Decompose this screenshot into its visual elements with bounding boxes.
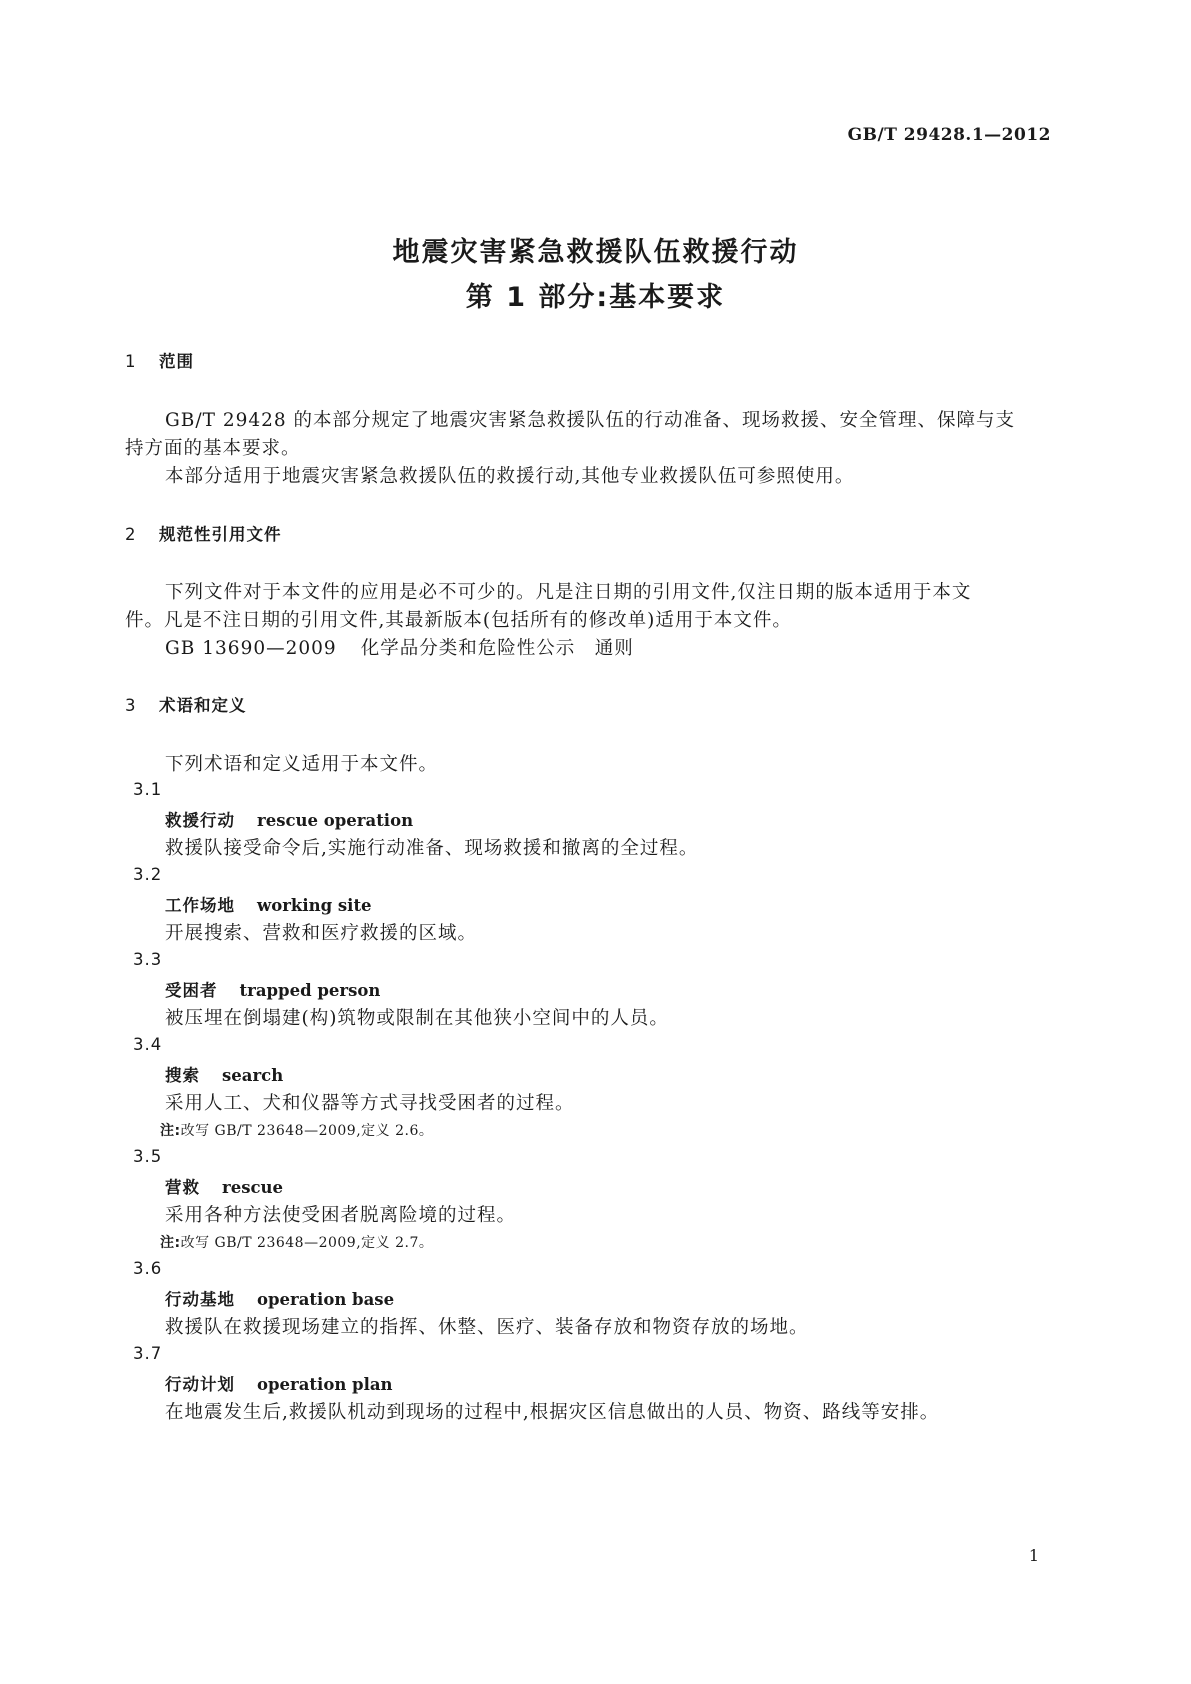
term-definition: 救援队在救援现场建立的指挥、休整、医疗、装备存放和物资存放的场地。 [165, 1317, 809, 1338]
paragraph: GB/T 29428 的本部分规定了地震灾害紧急救援队伍的行动准备、现场救援、安全管理、保障与支 [165, 410, 1016, 431]
term-definition: 采用人工、犬和仪器等方式寻找受困者的过程。 [165, 1093, 575, 1114]
term-chinese: 工作场地 [165, 896, 235, 915]
term-chinese: 营救 [165, 1178, 200, 1197]
normative-reference [165, 634, 634, 660]
clause-number: 3.4 [133, 1035, 163, 1054]
note-label: 注: [160, 1123, 181, 1139]
paragraph: 件。凡是不注日期的引用文件,其最新版本(包括所有的修改单)适用于本文件。 [125, 610, 792, 631]
clause-number: 3.2 [133, 865, 163, 884]
term-english: working site [257, 896, 372, 915]
section-2-heading [125, 521, 282, 545]
section-number: 3 [125, 696, 137, 715]
term-chinese: 救援行动 [165, 811, 235, 830]
clause-number: 3.3 [133, 950, 163, 969]
term-heading [165, 1286, 394, 1310]
document-title-line-2: 第 1 部分:基本要求 [465, 282, 726, 313]
clause-number: 3.5 [133, 1147, 163, 1166]
section-1-heading [125, 348, 194, 372]
term-definition: 救援队接受命令后,实施行动准备、现场救援和撤离的全过程。 [165, 838, 699, 859]
term-english: operation plan [257, 1375, 393, 1394]
note-text: 改写 GB/T 23648—2009,定义 2.7。 [180, 1235, 434, 1251]
term-note [160, 1120, 433, 1140]
term-english: search [222, 1066, 284, 1085]
term-english: trapped person [239, 981, 381, 1000]
term-chinese: 行动基地 [165, 1290, 235, 1309]
term-heading [165, 892, 372, 916]
reference-title: 化学品分类和危险性公示 通则 [360, 638, 634, 659]
section-3-heading [125, 692, 247, 716]
term-heading [165, 1062, 283, 1086]
note-label: 注: [160, 1235, 181, 1251]
term-definition: 被压埋在倒塌建(构)筑物或限制在其他狭小空间中的人员。 [165, 1008, 669, 1029]
term-english: operation base [257, 1290, 395, 1309]
term-definition: 开展搜索、营救和医疗救援的区域。 [165, 923, 478, 944]
document-title-line-1: 地震灾害紧急救援队伍救援行动 [392, 237, 799, 268]
term-chinese: 受困者 [165, 981, 218, 1000]
paragraph: 下列文件对于本文件的应用是必不可少的。凡是注日期的引用文件,仅注日期的版本适用于本文 [165, 582, 972, 603]
standard-code: GB/T 29428.1—2012 [847, 125, 1051, 145]
term-heading [165, 807, 413, 831]
term-note [160, 1232, 433, 1252]
paragraph: 下列术语和定义适用于本文件。 [165, 754, 439, 775]
term-chinese: 行动计划 [165, 1375, 235, 1394]
reference-code: GB 13690—2009 [165, 638, 337, 659]
paragraph: 本部分适用于地震灾害紧急救援队伍的救援行动,其他专业救援队伍可参照使用。 [165, 466, 855, 487]
section-title: 规范性引用文件 [159, 525, 282, 544]
clause-number: 3.6 [133, 1259, 163, 1278]
term-chinese: 搜索 [165, 1066, 200, 1085]
note-text: 改写 GB/T 23648—2009,定义 2.6。 [180, 1123, 434, 1139]
page-number: 1 [1028, 1546, 1039, 1565]
section-number: 1 [125, 352, 137, 371]
section-title: 术语和定义 [159, 696, 247, 715]
section-number: 2 [125, 525, 137, 544]
term-english: rescue operation [257, 811, 414, 830]
clause-number: 3.1 [133, 780, 163, 799]
term-heading [165, 977, 380, 1001]
clause-number: 3.7 [133, 1344, 163, 1363]
section-title: 范围 [159, 352, 194, 371]
term-definition: 采用各种方法使受困者脱离险境的过程。 [165, 1205, 517, 1226]
term-heading [165, 1371, 393, 1395]
term-english: rescue [222, 1178, 284, 1197]
paragraph: 持方面的基本要求。 [125, 438, 301, 459]
term-definition: 在地震发生后,救援队机动到现场的过程中,根据灾区信息做出的人员、物资、路线等安排。 [165, 1402, 940, 1423]
term-heading [165, 1174, 283, 1198]
